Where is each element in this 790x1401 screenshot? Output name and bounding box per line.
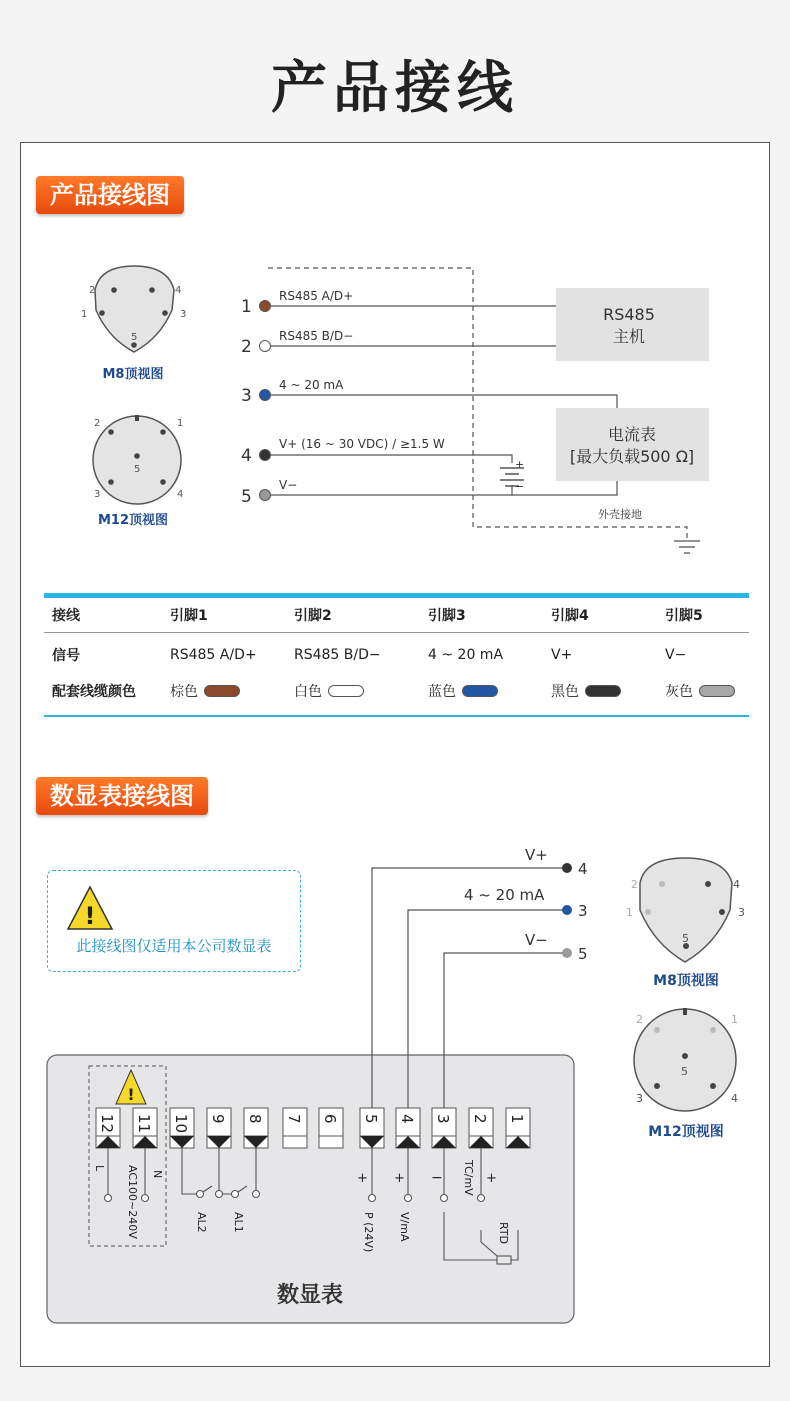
- terminal-minus: −: [431, 1170, 443, 1186]
- table-row-signal: [44, 637, 749, 673]
- line-label: V−: [525, 931, 548, 949]
- m12-pin-label: 1: [731, 1013, 738, 1026]
- terminal-label-tcmv: TC/mV: [462, 1160, 475, 1196]
- m12-label: M12顶视图: [97, 513, 169, 528]
- terminal-12: [96, 1108, 120, 1148]
- m8-pin-label: 5: [131, 332, 138, 343]
- pin-table: [44, 593, 749, 717]
- terminal-plus: +: [394, 1171, 405, 1186]
- table-cell: RS485 B/D−: [294, 647, 381, 663]
- m12-connector-top: [634, 1008, 738, 1111]
- table-cell: [420, 681, 543, 701]
- color-name: 黑色: [551, 684, 579, 700]
- terminal-4: [396, 1108, 420, 1148]
- m8-pin-label: 5: [682, 932, 689, 945]
- terminal-9: [207, 1108, 231, 1148]
- ammeter-box-line1: 电流表: [607, 425, 657, 444]
- m8-pin-label: 3: [738, 906, 745, 919]
- table-cell: 4 ~ 20 mA: [428, 647, 504, 663]
- table-bottom-bar: [44, 715, 749, 717]
- terminal-label-p24: P (24V): [362, 1212, 375, 1253]
- terminal-number: 3: [434, 1114, 452, 1124]
- ammeter-box-line2: [最大负载500 Ω]: [569, 447, 695, 466]
- table-cell: V+: [551, 647, 573, 663]
- m12-pin-label: 4: [731, 1092, 738, 1105]
- terminal-11: [133, 1108, 157, 1148]
- line-label: 4 ~ 20 mA: [464, 886, 545, 904]
- table-cell: 信号: [52, 648, 80, 664]
- color-name: 灰色: [665, 684, 693, 700]
- terminal-2: [469, 1108, 493, 1148]
- m12-pin-label: 3: [94, 489, 101, 500]
- wire-3: [241, 378, 617, 408]
- color-name: 蓝色: [428, 684, 456, 700]
- terminal-number: 12: [98, 1114, 116, 1134]
- wire-4: [241, 437, 512, 466]
- table-header-cell: 引脚4: [551, 608, 589, 624]
- terminal-6: [319, 1108, 343, 1148]
- terminal-number: 4: [398, 1114, 416, 1124]
- terminal-number: 10: [172, 1114, 190, 1134]
- terminal-label-vma: V/mA: [398, 1212, 411, 1242]
- table-cell: V−: [665, 647, 687, 663]
- wire-number: 5: [241, 487, 252, 507]
- terminal-1: [506, 1108, 530, 1148]
- terminal-number: 9: [209, 1114, 227, 1124]
- m12-pin-label: 1: [177, 418, 184, 429]
- warning-mark: !: [127, 1085, 135, 1104]
- page-title: 产品接线: [271, 56, 519, 121]
- m12-pin-label: 3: [636, 1092, 643, 1105]
- table-cell: [162, 681, 286, 701]
- table-header-cell: 引脚1: [170, 608, 208, 624]
- m12-pin-label: 2: [636, 1013, 643, 1026]
- wire-1: [241, 289, 556, 317]
- notice-text: 此接线图仅适用本公司数显表: [76, 937, 272, 955]
- cable-color-swatch: [699, 685, 735, 697]
- line-num: 4: [578, 860, 588, 878]
- m8-label: M8顶视图: [653, 973, 719, 989]
- terminal-number: 8: [246, 1114, 264, 1124]
- wire-number: 3: [241, 386, 252, 406]
- m8-pin-label: 4: [175, 285, 182, 296]
- table-cell: [543, 681, 657, 701]
- terminal-number: 7: [285, 1114, 303, 1124]
- m12-connector-top: [93, 415, 183, 504]
- terminal-number: 2: [471, 1114, 489, 1124]
- wire-label: 4 ~ 20 mA: [279, 378, 344, 392]
- battery-minus: −: [515, 480, 525, 493]
- cable-color-swatch: [204, 685, 240, 697]
- cable-color-swatch: [462, 685, 498, 697]
- terminal-3: [432, 1108, 456, 1148]
- m8-pin-label: 1: [81, 309, 88, 320]
- terminal-plus: +: [357, 1171, 368, 1186]
- section-title-meter-wiring: 数显表接线图: [36, 777, 208, 815]
- terminal-label-N: N: [151, 1170, 164, 1179]
- wire-2: [241, 329, 556, 357]
- m8-pin-label: 3: [180, 309, 187, 320]
- terminal-label-al1: AL1: [232, 1212, 245, 1233]
- rs485-host-box: [556, 288, 709, 361]
- wire-label: RS485 B/D−: [279, 329, 354, 343]
- wire-number: 1: [241, 297, 252, 317]
- m12-pin-label: 5: [681, 1065, 688, 1078]
- terminal-plus: +: [486, 1171, 497, 1186]
- wire-label: V+ (16 ~ 30 VDC) / ≥1.5 W: [279, 437, 445, 451]
- m12-pin-label: 2: [94, 418, 101, 429]
- m12-pin-label: 5: [134, 464, 141, 475]
- cable-color-swatch: [585, 685, 621, 697]
- meter-wiring-diagram: [0, 830, 790, 1340]
- table-cell: [657, 681, 749, 701]
- terminal-number: 1: [508, 1114, 526, 1124]
- ammeter-box: [556, 408, 709, 481]
- wire-label: RS485 A/D+: [279, 289, 354, 303]
- m12-pin-label: 4: [177, 489, 184, 500]
- wire-label: V−: [279, 478, 298, 492]
- table-header-cell: 引脚2: [294, 608, 332, 624]
- terminal-number: 11: [135, 1114, 153, 1134]
- line-num: 5: [578, 945, 588, 963]
- terminal-10: [170, 1108, 194, 1148]
- m8-label: M8顶视图: [102, 367, 164, 382]
- ground-label: 外壳接地: [598, 508, 642, 521]
- m8-connector-top: [626, 858, 745, 962]
- terminal-7: [283, 1108, 307, 1148]
- terminal-label-ac: AC100~240V: [126, 1165, 139, 1239]
- wiring-diagram: [0, 0, 790, 590]
- m8-pin-label: 2: [89, 285, 96, 296]
- meter-title: 数显表: [276, 1283, 344, 1308]
- terminal-label-rtd: RTD: [497, 1222, 510, 1245]
- terminal-8: [244, 1108, 268, 1148]
- terminal-label-al2: AL2: [195, 1212, 208, 1233]
- m8-connector-top: [81, 266, 186, 352]
- table-row-cable-color: [44, 673, 749, 709]
- table-header-cell: 接线: [52, 608, 80, 624]
- warning-mark: !: [84, 902, 96, 930]
- rs485-box-line1: RS485: [603, 305, 655, 324]
- line-label: V+: [525, 846, 548, 864]
- table-header-row: [44, 598, 749, 633]
- color-name: 棕色: [170, 684, 198, 700]
- wire-number: 4: [241, 446, 252, 466]
- color-name: 白色: [294, 684, 322, 700]
- m8-pin-label: 4: [733, 878, 740, 891]
- m12-label: M12顶视图: [648, 1124, 724, 1140]
- table-header-cell: 引脚5: [665, 608, 703, 624]
- terminal-number: 6: [321, 1114, 339, 1124]
- table-header-cell: 引脚3: [428, 608, 466, 624]
- terminal-label-L: L: [93, 1165, 106, 1172]
- ground-icon: [674, 541, 700, 553]
- terminal-5: [360, 1108, 384, 1148]
- terminal-number: 5: [362, 1114, 380, 1124]
- table-cell: [286, 681, 420, 701]
- line-num: 3: [578, 902, 588, 920]
- wire-5: [241, 478, 617, 507]
- battery-plus: +: [515, 458, 525, 471]
- m8-pin-label: 1: [626, 906, 633, 919]
- rs485-box-line2: 主机: [612, 327, 646, 346]
- cable-color-swatch: [328, 685, 364, 697]
- table-cell: RS485 A/D+: [170, 647, 257, 663]
- wire-number: 2: [241, 337, 252, 357]
- table-cell: 配套线缆颜色: [52, 684, 136, 700]
- section-title-wiring: 产品接线图: [36, 176, 184, 214]
- m8-pin-label: 2: [631, 878, 638, 891]
